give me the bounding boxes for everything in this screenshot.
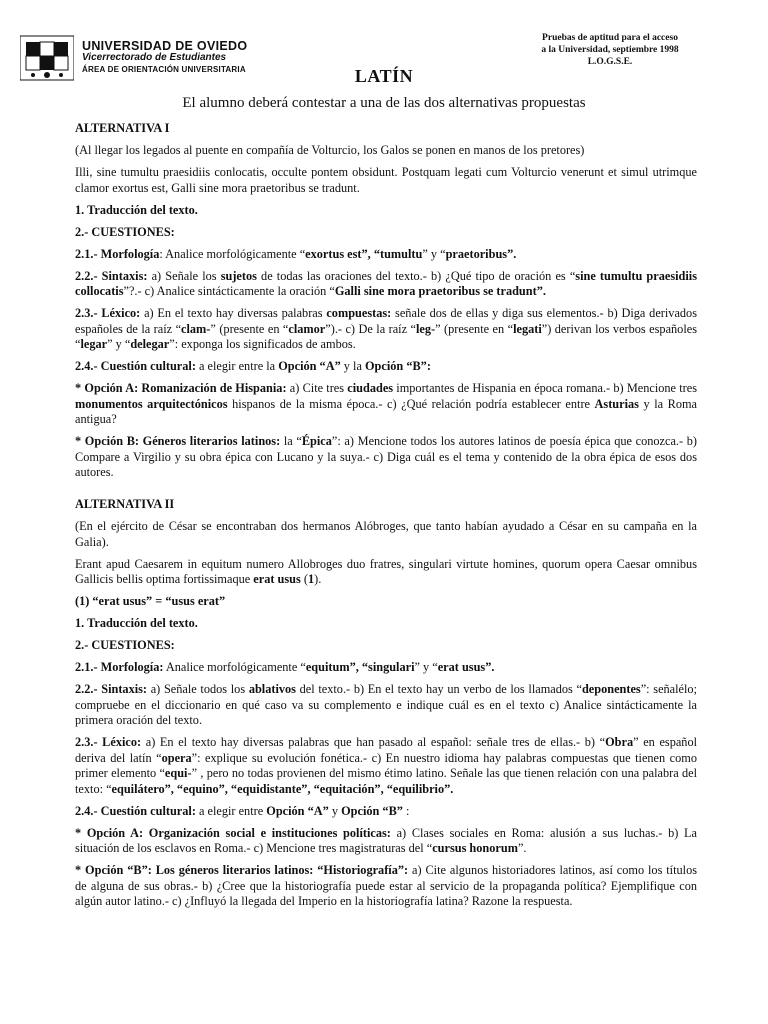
vicerrectorado: Vicerrectorado de Estudiantes xyxy=(82,52,227,63)
page-subtitle: El alumno deberá contestar a una de las dos alternativas propuestas xyxy=(182,95,586,111)
alt1-heading: ALTERNATIVA I xyxy=(75,121,170,135)
alt2-question-2: 2.- CUESTIONES: xyxy=(75,638,175,652)
exam-line-2: a la Universidad, septiembre 1998 xyxy=(541,45,679,55)
alt1-question-2: 2.- CUESTIONES: xyxy=(75,224,175,239)
exam-line-1: Pruebas de aptitud para el acceso xyxy=(542,33,678,43)
alt2-latin-text: Erant apud Caesarem in equitum numero Allobroges duo fratres, singulari virtute homines, quorum opera Caesar omnibus Gallicis bellis optima fortissimaque erat usus (1). xyxy=(75,556,697,586)
alt1-option-b: * Opción B: Géneros literarios latinos: la “Épica”: a) Mencione todos los autores latinos de poesía épica que conozca.- b) Compare a Virgilio y su obra épica con Lucano y la suya.- c) Diga cuál es el tema y contenido de la obra épica de esos dos autores. xyxy=(75,434,697,479)
alt1-latin-text: Illi, sine tumultu praesidiis conlocatis, occulte pontem obsidunt. Postquam legati cum Volturcio venerunt et simul utrimque clamor exortus est, Galli sine mora praetoribus se tradunt. xyxy=(75,165,697,195)
alt2-note: (1) “erat usus” = “usus erat” xyxy=(75,594,226,608)
alt1-context: (Al llegar los legados al puente en compañía de Volturcio, los Galos se ponen en manos de los pretores) xyxy=(75,143,585,157)
alt2-question-2-3: 2.3.- Léxico: a) En el texto hay diversas palabras que han pasado al español: señale tres de ellas.- b) “Obra” en español deriva del latín “opera”: explique su evolución fonética.- c) En nuestro idioma hay palabras compuestas que tienen como primer elemento “equi-” , pero no todas provienen del mismo étimo latino. Señale las que tienen relación con una palabra del texto: “equilátero”, “equino”, “equidistante”, “equitación”, “equilibrio”. xyxy=(75,735,698,796)
section-gap xyxy=(75,487,697,497)
alt2-heading: ALTERNATIVA II xyxy=(75,497,175,511)
university-name: UNIVERSIDAD DE OVIEDO xyxy=(82,39,248,53)
alt2-option-b: * Opción “B”: Los géneros literarios latinos: “Historiografía”: a) Cite algunos historiadores latinos, así como los títulos de alguna de sus obras.- b) ¿Cree que la historiografía puede estar al servicio de la propaganda política? Ejemplifique con algún autor latino.- c) ¿Influyó la llegada del Imperio en la historiografía latina? Razone la respuesta. xyxy=(75,863,697,908)
exam-body xyxy=(75,121,697,916)
area-orientacion: ÁREA DE ORIENTACIÓN UNIVERSITARIA xyxy=(82,65,246,74)
alt1-question-2-4: 2.4.- Cuestión cultural: a elegir entre la Opción “A” y la Opción “B”: xyxy=(75,359,431,373)
alt2-question-2-1: 2.1.- Morfología: Analice morfológicamente “equitum”, “singulari” y “erat usus”. xyxy=(75,660,495,674)
alt2-context: (En el ejército de César se encontraban dos hermanos Alóbroges, que tanto habían ayudado a César en su campaña en la Galia). xyxy=(75,519,697,549)
alt1-option-a: * Opción A: Romanización de Hispania: a) Cite tres ciudades importantes de Hispania en época romana.- b) Mencione tres monumentos arquitectónicos hispanos de la misma época.- c) ¿Qué relación podría establecer entre Asturias y la Roma antigua? xyxy=(75,381,698,426)
page-title: LATÍN xyxy=(354,66,414,86)
alt1-question-2-2: 2.2.- Sintaxis: a) Señale los sujetos de todas las oraciones del texto.- b) ¿Qué tipo de oración es “sine tumultu praesidiis collocatis”?.- c) Analice sintácticamente la oración “Galli sine mora praetoribus se tradunt”. xyxy=(75,268,697,298)
alt2-option-a: * Opción A: Organización social e instituciones políticas: a) Clases sociales en Roma: alusión a sus luchas.- b) La situación de los esclavos en Roma.- c) Mencione tres magistraturas del “cursus honorum”. xyxy=(75,825,698,855)
exam-line-3: L.O.G.S.E. xyxy=(587,57,633,67)
alt1-question-2-1: 2.1.- Morfología: Analice morfológicamente “exortus est”, “tumultu” y “praetoribus”. xyxy=(75,246,517,261)
exam-info xyxy=(500,32,720,68)
alt2-question-1: 1. Traducción del texto. xyxy=(75,616,198,630)
alt2-question-2-2: 2.2.- Sintaxis: a) Señale todos los ablativos del texto.- b) En el texto hay un verbo de los llamados “deponentes”: señalélo; compruebe en el diccionario en qué caso va su complemento e indique cuál es en el texto c) Analice sintácticamente la primera oración del texto. xyxy=(75,682,697,727)
alt2-question-2-4: 2.4.- Cuestión cultural: a elegir entre Opción “A” y Opción “B” : xyxy=(75,803,410,818)
alt1-question-2-3: 2.3.- Léxico: a) En el texto hay diversas palabras compuestas: señale dos de ellas y diga sus elementos.- b) Diga derivados españoles de la raíz “clam-” (presente en “clamor”).- c) De la raíz “leg-” (presente en “legati”) derivan los verbos españoles “legar” y “delegar”: exponga los significados de ambos. xyxy=(75,306,697,351)
alt1-question-1: 1. Traducción del texto. xyxy=(75,202,198,217)
